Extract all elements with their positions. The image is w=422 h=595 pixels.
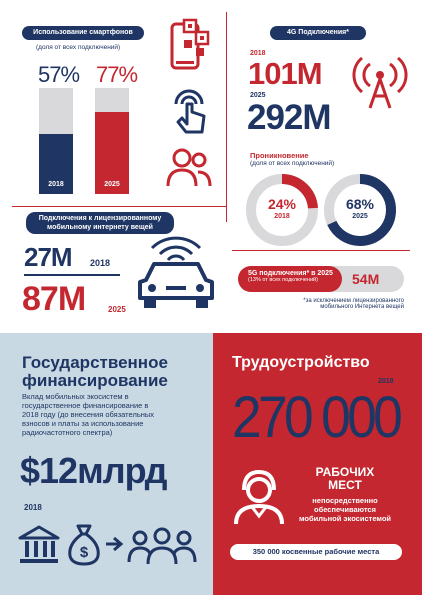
funding-text (22, 392, 154, 437)
licensed-value-2025: 87M (22, 280, 86, 318)
vertical-divider (226, 12, 227, 222)
jobs-label (300, 466, 390, 492)
bar-2018 (39, 88, 73, 194)
smartphone-qr-icon (166, 18, 212, 74)
touch-hand-icon (166, 82, 212, 136)
jobs-label-line1: РАБОЧИХ (315, 465, 375, 479)
penetration-title: Проникновение (250, 151, 309, 160)
bar-2025 (95, 88, 129, 194)
jobs-label-line2: МЕСТ (328, 478, 362, 492)
arrow-right-icon (104, 536, 124, 552)
connected-car-icon (130, 228, 222, 312)
donut-2018-label: 24% (267, 196, 297, 212)
donut-2018-year: 2018 (274, 213, 290, 220)
fiveg-footnote (278, 298, 404, 310)
horizontal-divider (12, 206, 226, 207)
horizontal-divider-right (232, 250, 410, 251)
4g-value-2018: 101M (248, 56, 322, 91)
funding-title (22, 354, 168, 390)
jobs-desc-line2: обеспечиваются (314, 505, 376, 514)
fiveg-label: 5G подключения* в 2025 (248, 270, 333, 277)
4g-title: 4G Подключения* (270, 26, 366, 40)
fiveg-value: 54M (352, 271, 380, 287)
bar-2018-year: 2018 (48, 181, 64, 188)
government-building-icon (16, 524, 62, 566)
funding-text-line2: государственное финансирование в (22, 401, 149, 410)
bar-label-2018: 57% (38, 62, 80, 87)
licensed-title-line2: мобильному интернету вещей (47, 224, 153, 231)
penetration-subtitle: (доля от всех подключений) (250, 160, 335, 167)
employment-year: 2018 (378, 378, 394, 385)
jobs-desc-line3: мобильной экосистемой (298, 514, 392, 523)
bar-2025-year: 2025 (104, 181, 120, 188)
indirect-jobs-pill: 350 000 косвенные рабочие места (230, 544, 402, 560)
4g-value-2025: 292M (247, 98, 331, 137)
fiveg-pill (238, 266, 342, 292)
fiveg-footnote-line1: *за исключением лицензированного (303, 298, 404, 304)
licensed-year-2025: 2025 (108, 305, 126, 314)
smartphone-title: Использование смартфонов (22, 26, 144, 40)
4g-year-2025: 2025 (250, 92, 266, 99)
employment-jobs: 270 000 (232, 385, 400, 450)
jobs-desc-line1: непосредственно (312, 496, 378, 505)
funding-text-line5: радиочастотного спектра) (22, 428, 113, 437)
donut-2025-year: 2025 (352, 213, 368, 220)
svg-text:$: $ (79, 544, 89, 561)
licensed-year-2018: 2018 (90, 258, 111, 268)
employment-title: Трудоустройство (232, 354, 370, 371)
funding-year: 2018 (24, 503, 42, 512)
licensed-underline (24, 274, 120, 276)
worker-icon (232, 466, 286, 526)
funding-text-line4: взносов и платы за использование (22, 419, 144, 428)
antenna-icon (348, 52, 412, 110)
jobs-description (286, 496, 404, 523)
people-group-icon (126, 526, 198, 566)
4g-year-2018: 2018 (250, 50, 266, 57)
licensed-title-line1: Подключения к лицензированному (38, 215, 162, 222)
users-icon (164, 146, 214, 190)
fiveg-footnote-line2: мобильного Интернета вещей (320, 304, 404, 310)
funding-title-line1: Государственное (22, 353, 168, 372)
fiveg-sublabel: (13% от всех подключений) (248, 277, 318, 283)
smartphone-subtitle: (доля от всех подключений) (36, 44, 121, 51)
licensed-value-2018: 27M (24, 242, 72, 272)
bar-label-2025: 77% (96, 62, 138, 87)
funding-title-line2: финансирование (22, 371, 168, 390)
donut-2025-label: 68% (345, 196, 375, 212)
funding-text-line1: Вклад мобильных экосистем в (22, 392, 129, 401)
money-bag-icon (66, 522, 102, 566)
funding-amount: $12млрд (20, 450, 167, 491)
funding-text-line3: 2018 году (до внесения обязательных (22, 410, 155, 419)
